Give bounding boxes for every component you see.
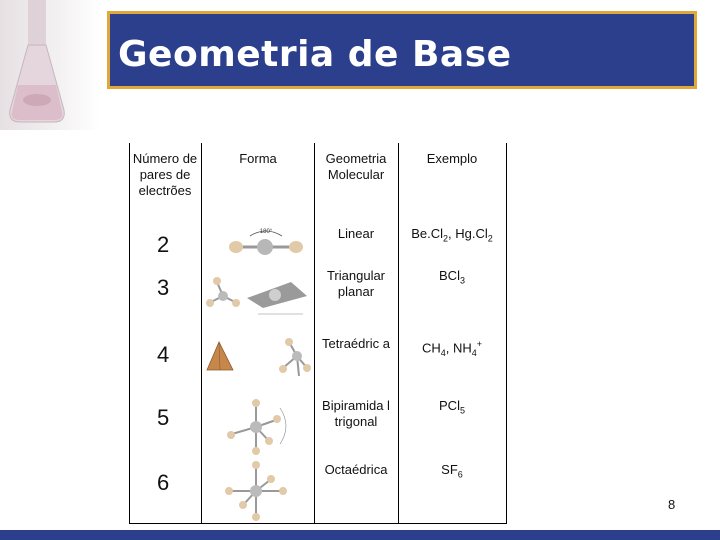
title-banner	[107, 11, 697, 89]
octahedral-diagram	[218, 460, 298, 522]
header-pairs: Número de pares de electrões	[132, 151, 198, 198]
table-divider	[314, 143, 315, 524]
footer-bar	[0, 530, 720, 540]
pairs-count: 5	[157, 405, 170, 430]
pairs-count: 2	[157, 232, 170, 257]
example-formula: $SF_6$	[441, 462, 463, 480]
example-formula: $CH_4$, $NH_4^+$	[421, 339, 483, 358]
slide-title: Geometria de Base	[118, 34, 512, 75]
geometry-name: Tetraédric a	[322, 336, 390, 351]
page-number: 8	[668, 497, 676, 512]
geometry-name: Linear	[337, 226, 375, 241]
trigonal-bipyramidal-diagram	[218, 398, 298, 456]
linear-molecule-diagram	[218, 222, 313, 262]
example-formula: BCl$_3$	[439, 268, 465, 286]
header-geometry: Geometria Molecular	[325, 151, 387, 182]
pairs-count: 3	[157, 275, 170, 300]
table-divider	[201, 143, 202, 524]
geometry-name: Triangular planar	[326, 268, 386, 299]
geometry-name: Bipiramida l trigonal	[322, 398, 390, 429]
table-divider	[398, 143, 399, 524]
angle-label: 180°	[259, 229, 273, 235]
example-formula: $Be.Cl_2$, $Hg.Cl_2$	[411, 226, 493, 244]
header-example: Exemplo	[426, 151, 478, 166]
trigonal-planar-diagram	[203, 268, 313, 320]
geometry-name: Octaédrica	[324, 462, 388, 477]
header-shape: Forma	[239, 151, 277, 166]
flask-icon	[8, 0, 66, 125]
tetrahedral-diagram	[203, 336, 313, 386]
example-formula: PCl$_5$	[439, 398, 465, 416]
pairs-count: 6	[157, 470, 170, 495]
pairs-count: 4	[157, 342, 170, 367]
